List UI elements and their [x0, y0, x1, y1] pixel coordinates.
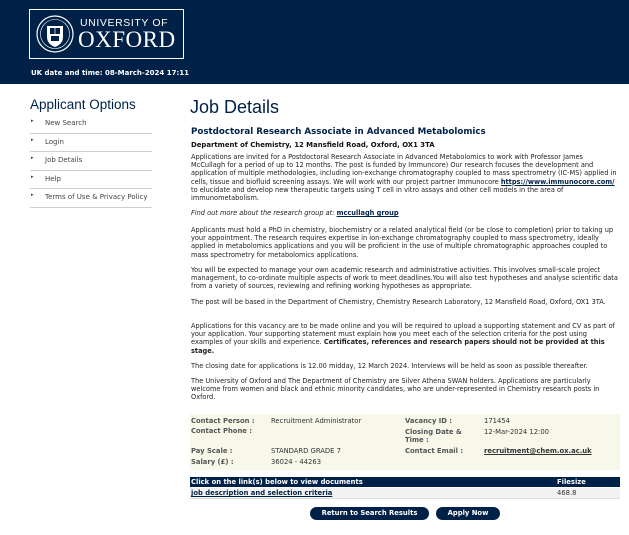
closing-date-value: 12-Mar-2024 12:00	[484, 428, 549, 436]
athena-swan-paragraph: The University of Oxford and The Department of Chemistry are Silver Athena SWAN holders. Applications are particularly welcome from women and black and ethnic minority candidates, who are under-represented in Chemistry research posts in Oxford.	[191, 377, 600, 402]
sidebar-item-help[interactable]	[30, 171, 152, 190]
paragraph-text: Applications are invited for a Postdoctoral Research Associate in Advanced Metabolomics to work with Professor James McCullagh for a period of up to 12 months. The post is funded by Immuncore) Our research focuses the development and application of multiple methodologies, including ion-exchange chromatography coupled to mass spectrometry (IC-MS) applied in cells, tissue and biofluid screening assays. We will work with our project partner Immunocore	[191, 153, 617, 186]
job-title: Postdoctoral Research Associate in Advanced Metabolomics	[191, 127, 486, 137]
closing-date-paragraph: The closing date for applications is 12.00 midday, 12 March 2024. Interviews will be held as soon as possible thereafter.	[191, 362, 588, 370]
closing-time-label: Time :	[405, 436, 429, 444]
pay-scale-label: Pay Scale :	[191, 447, 233, 455]
site-header	[0, 0, 629, 84]
paragraph-text: to elucidate and develop new therapeutic targets using T cell in vitro assays and other cell models in the area of immunometabolism.	[191, 185, 564, 203]
oxford-logo[interactable]	[29, 9, 184, 59]
contact-person-label: Contact Person :	[191, 417, 255, 425]
sidebar-item-terms[interactable]	[30, 189, 152, 208]
job-description-link[interactable]: job description and selection criteria	[191, 489, 333, 497]
location-paragraph: The post will be based in the Department of Chemistry, Chemistry Research Laboratory, 12 Mansfield Road, Oxford, OX1 3TA.	[191, 298, 606, 306]
bullet-arrow-icon: ▸	[31, 136, 34, 143]
sidebar-item-label: New Search	[45, 119, 87, 127]
research-group-link[interactable]: mccullagh group	[336, 209, 399, 217]
contact-person-value: Recruitment Administrator	[271, 417, 362, 425]
sidebar-item-label: Job Details	[45, 156, 83, 165]
page-title: Job Details	[190, 97, 280, 117]
filesize-header: Filesize	[557, 478, 586, 486]
contact-email-label: Contact Email :	[405, 447, 464, 455]
department-address: Department of Chemistry, 12 Mansfield Road, Oxford, OX1 3TA	[191, 141, 435, 149]
vacancy-id-label: Vacancy ID :	[405, 417, 453, 425]
responsibilities-paragraph: You will be expected to manage your own academic research and administrative activities. This involves small-scale project management, to co-ordinate multiple aspects of work to meet deadlines.You will also test hypotheses and analyse scientific data from a variety of sources, reviewing and refining working hypotheses as appropriate.	[191, 266, 618, 291]
salary-value: 36024 - 44263	[271, 458, 322, 466]
closing-date-label: Closing Date &	[405, 428, 462, 436]
sidebar-title: Applicant Options	[30, 97, 136, 112]
apply-now-button[interactable]: Apply Now	[436, 507, 500, 520]
bullet-arrow-icon: ▸	[31, 192, 34, 199]
contact-email-link[interactable]: recruitment@chem.ox.ac.uk	[484, 447, 592, 455]
paragraph-text: Applications for this vacancy are to be made online and you will be required to upload a supporting statement and CV as part of your application. Your supporting statement must explain how you meet each of the selection criteria for the post using examples of your skills and experience.	[191, 322, 615, 347]
description-paragraph	[191, 153, 619, 202]
bullet-arrow-icon: ▸	[31, 155, 34, 162]
sidebar-item-job-details[interactable]	[30, 152, 152, 171]
sidebar-item-new-search[interactable]	[30, 115, 152, 134]
requirements-paragraph: Applicants must hold a PhD in chemistry, biochemistry or a related analytical field (or be close to completion) prior to taking up your appointment. The research requires expertise in ion-exchange chromatography coupled to mass spectrometry, ideally applied in metabolomics applications and you will be proficient in the use of multiple chromatographic approaches coupled to mass spectrometry for metabolomics applications.	[191, 226, 614, 259]
table-row	[190, 488, 620, 499]
crest-icon	[35, 13, 75, 55]
research-group-paragraph	[191, 209, 619, 217]
logo-university-of: UNIVERSITY OF	[80, 17, 169, 29]
return-to-search-button[interactable]: Return to Search Results	[310, 507, 429, 520]
sidebar-item-label: Login	[45, 137, 64, 146]
pay-scale-value: STANDARD GRADE 7	[271, 447, 341, 455]
documents-header-label: Click on the link(s) below to view documents	[191, 478, 363, 486]
bullet-arrow-icon: ▸	[31, 118, 34, 124]
documents-header	[190, 477, 620, 487]
sidebar-item-label: Terms of Use & Privacy Policy	[45, 193, 148, 202]
immunocore-link[interactable]: https://www.immunocore.com/	[500, 177, 615, 186]
paragraph-bold-text: Certificates, references and research papers should not be provided at this stage.	[191, 338, 605, 355]
sidebar-nav	[30, 115, 152, 208]
salary-label: Salary (£) :	[191, 458, 234, 466]
bullet-arrow-icon: ▸	[31, 173, 34, 180]
contact-phone-label: Contact Phone :	[191, 427, 252, 435]
sidebar-item-label: Help	[45, 174, 61, 183]
application-paragraph	[191, 322, 619, 355]
sidebar-item-login[interactable]	[30, 134, 152, 153]
document-filesize: 468.8	[557, 489, 577, 497]
logo-oxford: OXFORD	[78, 27, 176, 52]
vacancy-details	[190, 414, 620, 470]
uk-datetime: UK date and time: 08-March-2024 17:11	[31, 69, 190, 77]
paragraph-text: Find out more about the research group at:	[191, 209, 337, 217]
vacancy-id-value: 171454	[484, 417, 510, 425]
